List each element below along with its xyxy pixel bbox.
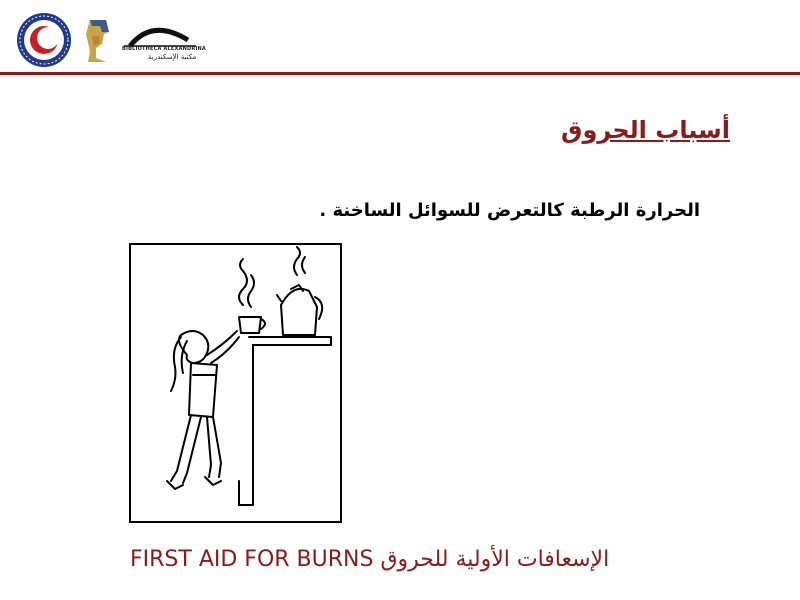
child-reaching-hot-cup-illustration (129, 243, 342, 523)
slide-title: أسباب الحروق (561, 116, 730, 144)
header-divider (0, 72, 800, 75)
nefertiti-head-icon (82, 18, 114, 64)
illustration-drawing (131, 245, 340, 521)
bibliotheca-alexandrina-logo (122, 18, 206, 62)
library-name-ar: مكتبة الإسكندرية (148, 53, 197, 61)
bibliotheca-alexandrina-logo-icon (122, 18, 202, 48)
slide-body-text: الحرارة الرطبة كالتعرض للسوائل الساخنة . (319, 200, 700, 221)
slide-footer (130, 547, 690, 572)
footer-arabic: الإسعافات الأولية للحروق (380, 547, 610, 572)
red-crescent-logo-icon (16, 12, 72, 68)
library-name-en: BIBLIOTHECA ALEXANDRINA (122, 46, 206, 52)
footer-english: FIRST AID FOR BURNS (130, 547, 374, 572)
header-logos (10, 8, 206, 66)
